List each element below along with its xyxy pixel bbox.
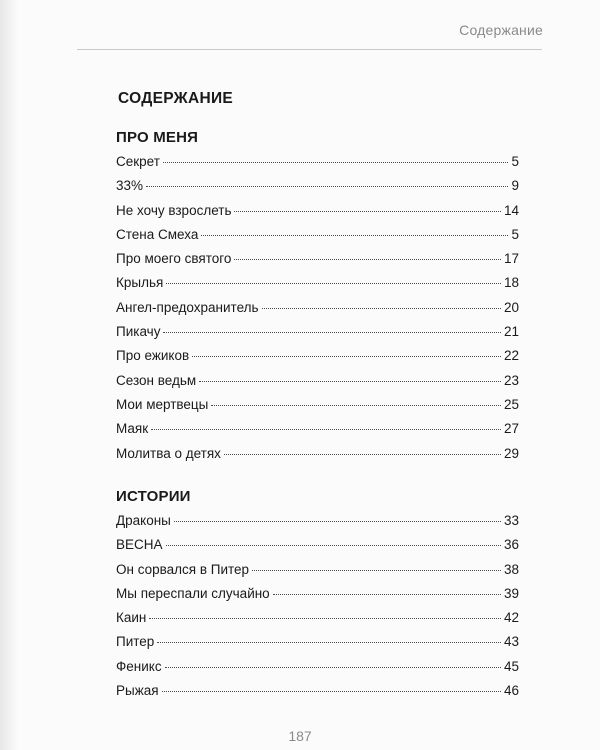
- toc-entry: [116, 199, 519, 223]
- toc-entry: [116, 655, 519, 679]
- dot-leader: [192, 356, 501, 357]
- toc-entry-title: Рыжая: [116, 683, 159, 699]
- toc-entry: [116, 150, 519, 174]
- dot-leader: [211, 405, 501, 406]
- toc-entry: [116, 630, 519, 654]
- toc-entry: [116, 606, 519, 630]
- toc-entry-title: Мы переспали случайно: [116, 585, 270, 601]
- toc-entry: [116, 558, 519, 582]
- toc-entry-page: 39: [503, 585, 519, 601]
- dot-leader: [157, 642, 501, 643]
- dot-leader: [166, 545, 501, 546]
- dot-leader: [163, 162, 509, 163]
- dot-leader: [224, 454, 501, 455]
- toc-entry: [116, 223, 519, 247]
- toc-section-stories: [116, 485, 519, 703]
- toc-entry-title: Драконы: [116, 513, 171, 528]
- dot-leader: [199, 381, 501, 382]
- toc-entry-page: 5: [511, 154, 519, 169]
- toc-entry-title: Крылья: [116, 275, 164, 291]
- toc-entry: [116, 320, 519, 344]
- dot-leader: [262, 308, 501, 309]
- toc-entry-page: 23: [503, 372, 519, 388]
- toc-entry-page: 20: [503, 299, 519, 315]
- toc-entry: [116, 174, 519, 198]
- dot-leader: [165, 667, 501, 668]
- dot-leader: [149, 618, 501, 619]
- toc-title: СОДЕРЖАНИЕ: [118, 90, 234, 107]
- toc-entry: [116, 679, 519, 703]
- toc-entry: [116, 344, 519, 368]
- toc-entry-page: 27: [503, 421, 519, 437]
- toc-entry: [116, 509, 519, 533]
- toc-entry-list: [116, 509, 519, 703]
- toc-entry-title: Стена Смеха: [116, 226, 199, 242]
- toc-entry: [116, 533, 519, 557]
- toc-entry-title: Про моего святого: [116, 251, 232, 267]
- dot-leader: [252, 570, 501, 571]
- dot-leader: [146, 186, 508, 187]
- toc-entry-page: 18: [503, 275, 519, 291]
- section-heading: ИСТОРИИ: [116, 488, 191, 505]
- toc-entry-title: Каин: [116, 610, 147, 626]
- toc-entry-page: 17: [503, 251, 519, 267]
- toc-entry-title: ВЕСНА: [116, 537, 163, 553]
- dot-leader: [166, 283, 501, 284]
- toc-entry: [116, 296, 519, 320]
- toc-entry: [116, 393, 519, 417]
- toc-entry-title: Не хочу взрослеть: [116, 202, 232, 218]
- toc-entry: [116, 417, 519, 441]
- toc-entry-page: 14: [503, 202, 519, 218]
- toc-entry: [116, 271, 519, 295]
- toc-entry-page: 46: [503, 683, 519, 699]
- toc-entry-title: Он сорвался в Питер: [116, 561, 250, 577]
- toc-entry-page: 22: [503, 348, 519, 364]
- dot-leader: [163, 332, 501, 333]
- dot-leader: [234, 259, 501, 260]
- toc-entry-page: 5: [511, 226, 519, 242]
- toc-entry-title: Маяк: [116, 421, 149, 437]
- running-head: Содержание: [459, 22, 543, 38]
- toc-entry-title: Феникс: [116, 658, 162, 674]
- toc-entry: [116, 442, 519, 466]
- toc-entry-title: Про ежиков: [116, 348, 190, 364]
- toc-entry-page: 33: [503, 513, 519, 528]
- toc-entry-title: Сезон ведьм: [116, 372, 197, 388]
- toc-entry-list: [116, 150, 519, 466]
- dot-leader: [174, 521, 501, 522]
- dot-leader: [273, 594, 501, 595]
- toc-entry-title: Пикачу: [116, 324, 161, 340]
- toc-entry-page: 42: [503, 610, 519, 626]
- dot-leader: [151, 429, 501, 430]
- header-rule: [77, 49, 542, 50]
- toc-entry-page: 25: [503, 396, 519, 412]
- page-number: 187: [288, 728, 312, 744]
- dot-leader: [201, 235, 508, 236]
- toc-entry-page: 43: [503, 634, 519, 650]
- dot-leader: [162, 691, 501, 692]
- section-heading: ПРО МЕНЯ: [116, 129, 199, 146]
- toc-entry-title: Ангел-предохранитель: [116, 299, 259, 315]
- toc-entry-title: 33%: [116, 178, 144, 194]
- toc-entry-page: 9: [511, 178, 519, 194]
- toc-entry-title: Питер: [116, 634, 155, 650]
- toc-entry-title: Молитва о детях: [116, 445, 221, 461]
- toc-entry-page: 45: [503, 658, 519, 674]
- toc-entry-page: 38: [503, 561, 519, 577]
- toc-entry: [116, 582, 519, 606]
- toc-entry-title: Секрет: [116, 154, 160, 169]
- toc-entry-title: Мои мертвецы: [116, 396, 209, 412]
- toc-entry: [116, 247, 519, 271]
- toc-section-about-me: [116, 126, 519, 466]
- toc-entry-page: 21: [503, 324, 519, 340]
- toc-entry-page: 36: [503, 537, 519, 553]
- dot-leader: [234, 211, 500, 212]
- toc-entry: [116, 369, 519, 393]
- toc-entry-page: 29: [503, 445, 519, 461]
